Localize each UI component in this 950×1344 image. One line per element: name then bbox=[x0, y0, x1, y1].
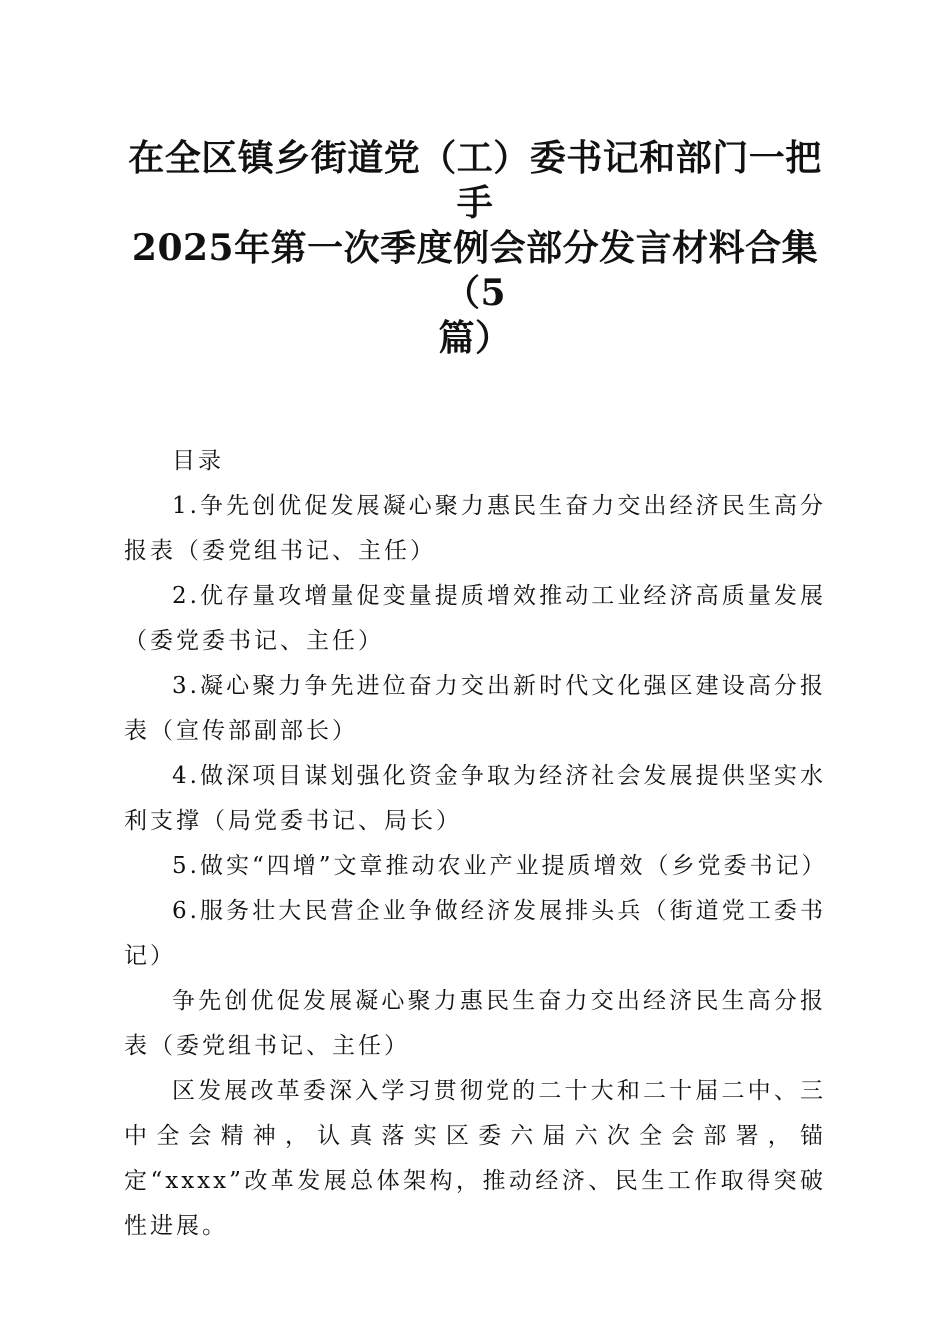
toc-heading: 目录 bbox=[172, 448, 224, 474]
title-line: 篇） bbox=[438, 317, 512, 359]
toc-item: 1.争先创优促发展凝心聚力惠民生奋力交出经济民生高分报表（委党组书记、主任） bbox=[124, 493, 826, 564]
toc-item: 4.做深项目谋划强化资金争取为经济社会发展提供坚实水利支撑（局党委书记、局长） bbox=[124, 763, 826, 834]
toc-item: 5.做实“四增”文章推动农业产业提质增效（乡党委书记） bbox=[172, 853, 828, 879]
section-title: 争先创优促发展凝心聚力惠民生奋力交出经济民生高分报表（委党组书记、主任） bbox=[124, 988, 826, 1059]
body-paragraph: 区发展改革委深入学习贯彻党的二十大和二十届二中、三中全会精神，认真落实区委六届六次全会部署，锚定“xxxx”改革发展总体架构，推动经济、民生工作取得突破性进展。 bbox=[124, 1078, 826, 1239]
toc-item: 3.凝心聚力争先进位奋力交出新时代文化强区建设高分报表（宣传部副部长） bbox=[124, 673, 826, 744]
document-body bbox=[124, 439, 826, 1249]
title-line: 在全区镇乡街道党（工）委书记和部门一把手 bbox=[128, 137, 822, 224]
document-title bbox=[124, 136, 826, 361]
toc-item: 2.优存量攻增量促变量提质增效推动工业经济高质量发展（委党委书记、主任） bbox=[124, 583, 826, 654]
title-line: 2025年第一次季度例会部分发言材料合集（5 bbox=[131, 227, 819, 314]
toc-item: 6.服务壮大民营企业争做经济发展排头兵（街道党工委书记） bbox=[124, 898, 826, 969]
